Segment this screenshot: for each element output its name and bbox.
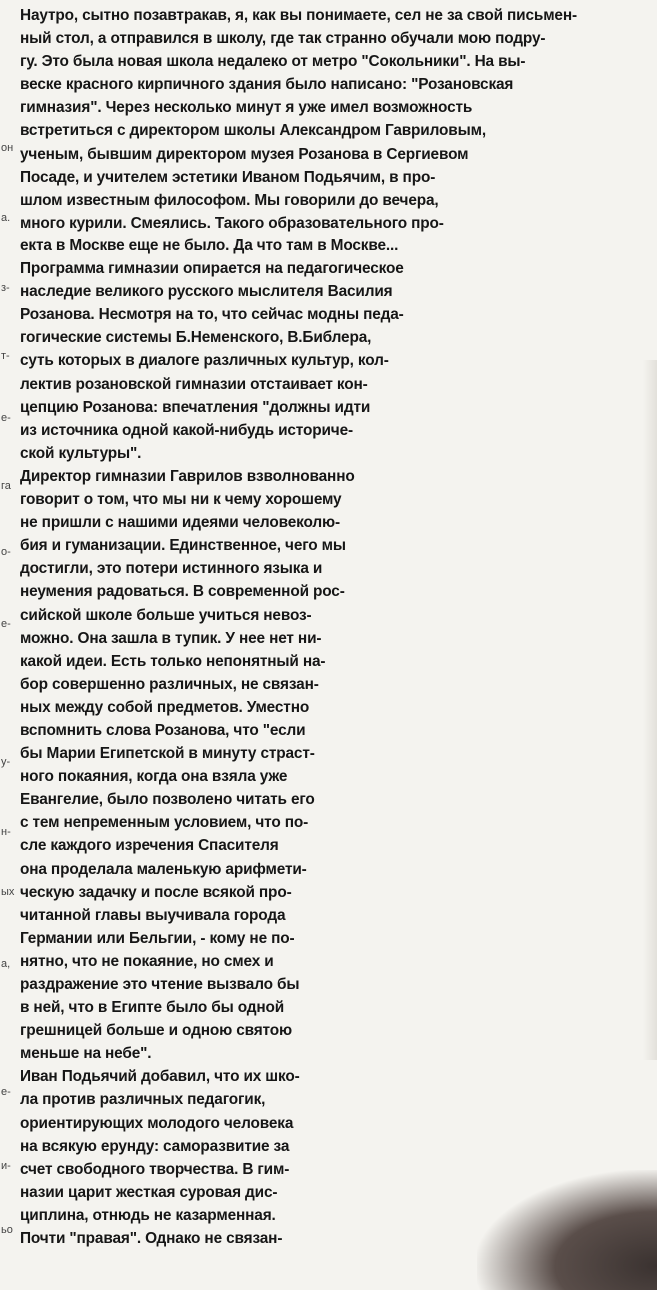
text-line: бия и гуманизации. Единственное, чего мы [20,537,346,555]
margin-fragment: з- [1,282,10,294]
text-line: читанной главы выучивала города [20,906,286,924]
text-line: бы Марии Египетской в минуту страст- [20,745,315,763]
text-line: бор совершенно различных, не связан- [20,675,319,693]
text-line: можно. Она зашла в тупик. У нее нет ни- [20,629,322,647]
text-line: сле каждого изречения Спасителя [20,837,279,855]
text-line: назии царит жесткая суровая дис- [20,1183,278,1201]
text-line: на всякую ерунду: саморазвитие за [20,1137,290,1155]
text-line: неумения радоваться. В современной рос- [20,583,345,601]
text-line: ного покаяния, когда она взяла уже [20,768,288,786]
text-line: ный стол, а отправился в школу, где так странно обучали мою подру- [20,30,546,48]
text-line: из источника одной какой-нибудь историче- [20,421,353,439]
text-line: ской культуры". [20,444,142,462]
text-line: меньше на небе". [20,1045,152,1063]
text-line: счет свободного творчества. В гим- [20,1160,290,1178]
margin-fragment: ых [1,886,15,898]
text-line: встретиться с директором школы Александром Гавриловым, [20,122,486,140]
text-line: ческую задачку и после всякой про- [20,883,292,901]
text-line: цепцию Розанова: впечатления "должны идти [20,398,371,416]
text-line: Германии или Бельгии, - кому не по- [20,929,295,947]
text-line: с тем непременным условием, что по- [20,814,309,832]
text-line: суть которых в диалоге различных культур, кол- [20,352,389,370]
text-line: гимназия". Через несколько минут я уже имел возможность [20,99,473,117]
text-line: Иван Подьячий добавил, что их шко- [20,1068,300,1086]
text-line: екта в Москве еще не было. Да что там в Москве... [20,237,399,254]
left-margin-fragments [0,0,18,1280]
text-line: ученым, бывшим директором музея Розанова в Сергиевом [20,145,469,163]
text-line: гогические системы Б.Неменского, В.Библера, [20,329,372,347]
text-line: Посаде, и учителем эстетики Иваном Подьячим, в про- [20,168,436,186]
text-line: она проделала маленькую арифмети- [20,860,307,878]
margin-fragment: а. [1,212,11,224]
margin-fragment: е- [1,618,11,630]
margin-fragment: и- [1,1160,11,1172]
margin-fragment: а, [1,958,11,970]
text-line: много курили. Смеялись. Такого образовательного про- [20,214,444,232]
page-edge-shade [643,360,657,1060]
margin-fragment: у- [1,756,11,768]
text-line: в ней, что в Египте было бы одной [20,999,285,1017]
text-line: наследие великого русского мыслителя Василия [20,283,393,301]
text-line: Почти "правая". Однако не связан- [20,1230,283,1248]
text-line: лектив розановской гимназии отстаивает кон- [20,375,368,393]
margin-fragment: е- [1,1086,11,1098]
text-line: Наутро, сытно позавтракав, я, как вы понимаете, сел не за свой письмен- [20,7,577,24]
text-line: ориентирующих молодого человека [20,1114,294,1132]
margin-fragment: т- [1,350,10,362]
margin-fragment: е- [1,412,11,424]
margin-fragment: ьо [1,1224,13,1236]
margin-fragment: он [1,142,14,154]
text-line: достигли, это потери истинного языка и [20,560,323,578]
corner-shadow [477,1170,657,1290]
text-line: говорит о том, что мы ни к чему хорошему [20,491,342,509]
text-line: вспомнить слова Розанова, что "если [20,721,306,739]
text-line: сийской школе больше учиться невоз- [20,606,312,624]
margin-fragment: га [1,480,11,492]
article-text-column [20,234,480,1250]
text-line: Директор гимназии Гаврилов взволнованно [20,467,355,485]
article-text-wide [20,4,632,235]
text-line: грешницей больше и одною святою [20,1022,292,1040]
margin-fragment: н- [1,826,11,838]
text-line: веске красного кирпичного здания было написано: "Розановская [20,76,514,94]
text-line: какой идеи. Есть только непонятный на- [20,652,326,670]
margin-fragment: о- [1,546,11,558]
text-line: Программа гимназии опирается на педагогическое [20,260,404,278]
text-line: Розанова. Несмотря на то, что сейчас модны педа- [20,306,404,324]
text-line: раздражение это чтение вызвало бы [20,976,300,993]
text-line: не пришли с нашими идеями человеколю- [20,514,340,532]
text-line: циплина, отнюдь не казарменная. [20,1206,276,1224]
text-line: гу. Это была новая школа недалеко от метро "Сокольники". На вы- [20,53,526,71]
text-line: нятно, что не покаяние, но смех и [20,952,274,970]
text-line: Евангелие, было позволено читать его [20,791,315,809]
text-line: ла против различных педагогик, [20,1091,266,1109]
text-line: ных между собой предметов. Уместно [20,698,310,716]
text-line: шлом известным философом. Мы говорили до вечера, [20,191,439,209]
